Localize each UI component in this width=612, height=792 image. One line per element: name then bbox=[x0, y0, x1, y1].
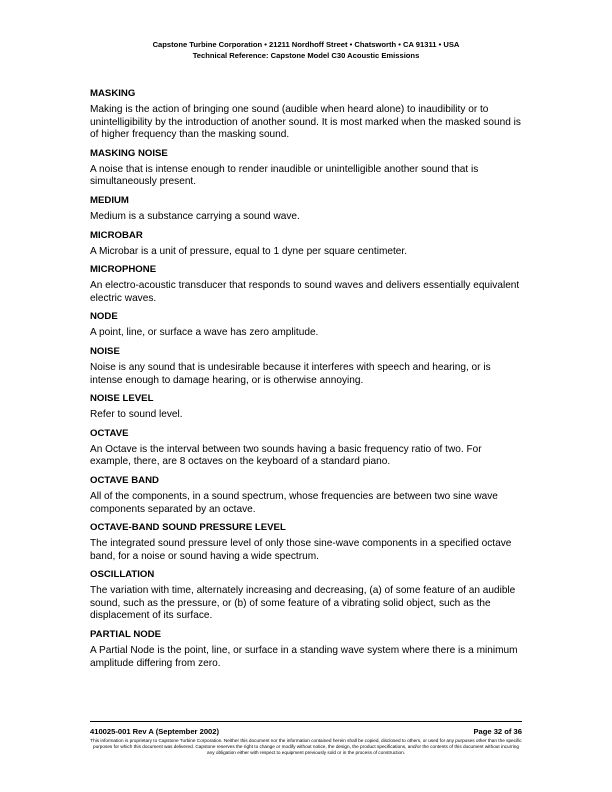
glossary-term: MEDIUM bbox=[90, 194, 129, 206]
glossary-definition: Refer to sound level. bbox=[90, 409, 183, 421]
glossary-definition: A point, line, or surface a wave has zero amplitude. bbox=[90, 327, 319, 339]
glossary-term: PARTIAL NODE bbox=[90, 629, 162, 641]
glossary-definition: The integrated sound pressure level of only those sine-wave components in a specified octave band, for a noise or sound having a wide spectrum. bbox=[90, 538, 512, 562]
glossary-term: MASKING NOISE bbox=[90, 147, 168, 159]
glossary-definition: A Microbar is a unit of pressure, equal to 1 dyne per square centimeter. bbox=[90, 245, 408, 257]
footer-divider bbox=[90, 721, 522, 722]
glossary-definition: The variation with time, alternately increasing and decreasing, (a) of some feature of an audible sound, such as the pressure, or (b) of some feature of a vibrating solid object, such as the displacement of its surface. bbox=[90, 585, 516, 622]
glossary-content bbox=[90, 88, 522, 676]
glossary-definition: An Octave is the interval between two sounds having a basic frequency ratio of two. For example, there, are 8 octaves on the keyboard of a standard piano. bbox=[90, 443, 482, 468]
proprietary-disclaimer: This information is proprietary to Capstone Turbine Corporation. Neither this document nor the information contained herein shall be copied, disclosed to others, or used for any purposes other than the specific purposes for which this document was delivered. Capstone reserves the right to change or modify without notice, the design, the product specifications, and/or the contents of this document without incurring any obligation either with respect to equipment previously sold or in the process of construction. bbox=[90, 738, 522, 756]
glossary-definition: Making is the action of bringing one sound (audible when heard alone) to inaudibility or to unintelligibility by the introduction of another sound. It is most marked when the masked sound is of higher frequency than the masking sound. bbox=[90, 104, 521, 141]
page-header bbox=[0, 39, 612, 61]
glossary-definition: Noise is any sound that is undesirable because it interferes with speech and hearing, or is intense enough to damage hearing, or is otherwise annoying. bbox=[90, 361, 491, 386]
glossary-term: NOISE LEVEL bbox=[90, 393, 154, 405]
header-company-line: Capstone Turbine Corporation • 21211 Nordhoff Street • Chatsworth • CA 91311 • USA bbox=[152, 40, 460, 49]
glossary-term: OCTAVE-BAND SOUND PRESSURE LEVEL bbox=[90, 522, 286, 534]
glossary-definition: A Partial Node is the point, line, or surface in a standing wave system where there is a minimum amplitude differing from zero. bbox=[90, 645, 518, 669]
glossary-definition: An electro-acoustic transducer that responds to sound waves and delivers essentially equivalent electric waves. bbox=[90, 280, 520, 304]
glossary-definition: All of the components, in a sound spectrum, whose frequencies are between two sine wave components separated by an octave. bbox=[90, 490, 498, 515]
glossary-term: OCTAVE bbox=[90, 427, 129, 439]
glossary-term: MICROPHONE bbox=[90, 264, 157, 276]
glossary-term: OCTAVE BAND bbox=[90, 474, 159, 486]
glossary-term: MICROBAR bbox=[90, 229, 143, 241]
document-id: 410025-001 Rev A (September 2002) bbox=[90, 727, 220, 736]
header-reference-line: Technical Reference: Capstone Model C30 Acoustic Emissions bbox=[192, 51, 420, 60]
glossary-term: NOISE bbox=[90, 345, 120, 357]
glossary-term: NODE bbox=[90, 311, 118, 323]
glossary-definition: A noise that is intense enough to render inaudible or unintelligible another sound that is simultaneously present. bbox=[90, 163, 479, 188]
glossary-term: MASKING bbox=[90, 88, 136, 99]
glossary-term: OSCILLATION bbox=[90, 569, 155, 581]
page-number: Page 32 of 36 bbox=[473, 727, 522, 736]
glossary-definition: Medium is a substance carrying a sound wave. bbox=[90, 210, 300, 222]
